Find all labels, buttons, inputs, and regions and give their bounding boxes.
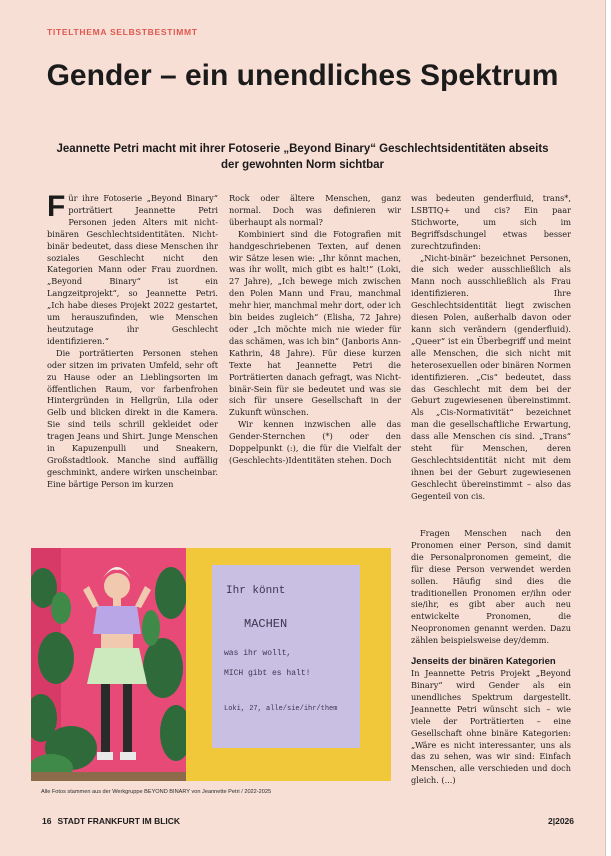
body-paragraph: Die porträtierten Personen stehen oder sitzen im privaten Umfeld, sehr oft zu Hause oder an Lieblingsorten im öffentlichen Raum, vor farbenfrohen Hintergründen in Hellgrün, Lila oder Gelb und blicken direkt in die Kamera. Sie sind teils schrill gekleidet oder tragen Jeans und Shirt. Junge Menschen in Kapuzenpulli und Sneakern, Großstadtlook. Manche sind auffällig geschminkt, andere wirken unscheinbar. Eine bärtige Person im kurzen [47, 347, 218, 489]
body-paragraph: Fragen Menschen nach den Pronomen einer Person, sind damit die Personalpronomen gemeint, die für diese Person verwendet werden sollen. Häufig sind dies die traditionellen Pronomen er/ihn oder sie/ihr, es gibt aber auch neu entwickelte Pronomen, die Neopronomen genannt werden. Dazu zählen beispielsweise dey/demm. [411, 528, 571, 646]
section-kicker: TITELTHEMA SELBSTBESTIMMT [47, 27, 198, 37]
article-title: Gender – ein unendliches Spektrum [46, 59, 559, 92]
intro-paragraph [47, 190, 218, 348]
photo-spread [31, 548, 391, 781]
body-paragraph: Wir kennen inzwischen alle das Gender-Sternchen (*) oder den Doppelpunkt (:), die für die Vielfalt der (Geschlechts-)Identitäten stehen. Doch [229, 419, 401, 465]
section-heading: Jenseits der binären Kategorien [411, 656, 556, 668]
page-number: 16 [42, 816, 52, 826]
photo-caption: Alle Fotos stammen aus der Werkgruppe BEYOND BINARY von Jeannette Petri / 2022-2025 [41, 789, 272, 795]
magazine-name: STADT FRANKFURT IM BLICK [57, 816, 181, 826]
handwritten-note-photo [186, 548, 391, 781]
intro-text: ür ihre Fotoserie „Beyond Binary“ porträtiert Jeannette Petri Personen jeden Alters mit nicht-binären Geschlechtsidentitäten. Nicht-binär bedeutet, dass diese Menschen ihr soziales Geschlecht nicht den Kategorien Mann oder Frau zuordnen. „Beyond Binary“ ist ein Langzeitprojekt“, so Jeannette Petri. „Ich habe dieses Projekt 2022 gestartet, um herauszufinden, wie Menschen heutzutage ihr Geschlecht identifizieren.“ [47, 193, 218, 346]
body-paragraph: Rock oder ältere Menschen, ganz normal. Doch was definieren wir überhaupt als normal? [229, 193, 401, 227]
portrait-photo [31, 548, 186, 781]
body-paragraph: In Jeannette Petris Projekt „Beyond Binary“ wird Gender als ein unendliches Spektrum dargestellt. Jeannette Petri wünscht sich – wie viele der Porträtierten – eine Gesellschaft ohne binäre Kategorien: „Wäre es nicht interessanter, uns als das zu sehen, was wir sind: Einfach Menschen, alle verschieden und doch gleich. (...) [411, 668, 571, 786]
issue-number: 2|2026 [547, 816, 574, 826]
note-line: Ihr könnt [226, 585, 286, 597]
body-paragraph: Kombiniert sind die Fotografien mit handgeschriebenen Texten, auf denen wir Sätze lesen wie: „Ihr könnt machen, was ihr wollt, mich gibt es halt!“ (Loki, 27 Jahre), „Ich bewege mich zwischen den Polen Mann und Frau, manchmal mehr hier, manchmal mehr dort, oder ich bin beides zugleich“ (Elisha, 72 Jahre) oder „Ich möchte mich nie wieder für das schämen, was ich bin“ (Janboris Ann-Kathrin, 48 Jahre). Für diese kurzen Texte hat Jeannette Petri die Porträtierten danach gefragt, was Nicht-binär-Sein für sie bedeutet und was sie sich für unsere Gesellschaft in der Zukunft wünschen. [229, 228, 402, 418]
handwritten-note [212, 565, 360, 748]
text-column-3 [411, 193, 571, 533]
note-line: MACHEN [244, 617, 288, 631]
note-line: Loki, 27, alle/sie/ihr/them [224, 705, 338, 713]
body-paragraph: was bedeuten genderfluid, trans*, LSBTIQ+ und cis? Ein paar Stichworte, um sich im Begriffsdschungel etwas besser zurechtzufinden: [411, 193, 571, 251]
footer-left [42, 816, 180, 826]
portrait-illustration [31, 548, 186, 781]
drop-cap: F [47, 190, 66, 223]
body-paragraph: „Nicht-binär“ bezeichnet Personen, die sich weder ausschließlich als Mann noch ausschließlich als Frau identifizieren. Ihre Geschlechtsidentität liegt zwischen diesen Polen, außerhalb davon oder kann sich verändern (genderfluid). „Queer“ ist ein Überbegriff und meint alle Menschen, die sich nicht mit heterosexuellen oder binären Normen identifizieren. „Cis“ bedeutet, dass das Geschlecht mit dem bei der Geburt zugewiesenen übereinstimmt. Als „Cis-Normativität“ bezeichnet man die gesellschaftliche Erwartung, dass alle Menschen cis sind. „Trans“ steht für Menschen, deren Geschlechtsidentität nicht mit dem ihnen bei der Geburt zugewiesenen Geschlecht übereinstimmt – also das Gegenteil von cis. [411, 252, 571, 501]
article-subtitle: Jeannette Petri macht mit ihrer Fotoserie „Beyond Binary“ Geschlechtsidentitäten abseits der gewohnten Norm sichtbar [56, 143, 549, 171]
text-column-2 [229, 193, 401, 467]
note-line: MICH gibt es halt! [224, 669, 311, 678]
text-column-1 [47, 190, 218, 491]
text-column-4 [411, 528, 571, 787]
note-line: was ihr wollt, [224, 649, 292, 658]
